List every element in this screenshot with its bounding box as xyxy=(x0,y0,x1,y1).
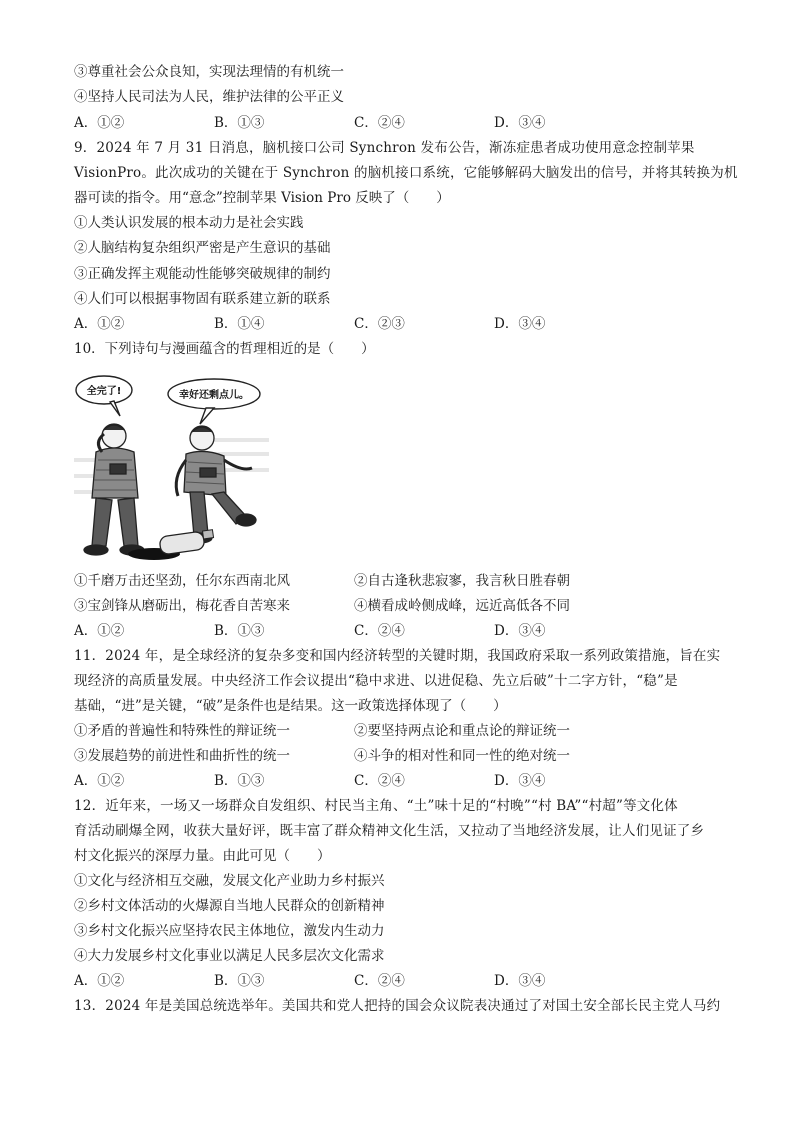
q8-option-b: B．①③ xyxy=(214,115,265,131)
q9-item-1: ①人类认识发展的根本动力是社会实践 xyxy=(74,215,304,231)
q9-option-b: B．①④ xyxy=(214,316,265,332)
left-speech-bubble xyxy=(76,376,132,416)
q10-item-2: ②自古逢秋悲寂寥，我言秋日胜春朝 xyxy=(354,573,570,589)
q12-item-1: ①文化与经济相互交融，发展文化产业助力乡村振兴 xyxy=(74,873,385,889)
q8-option-a: A．①② xyxy=(74,115,125,131)
q10-items-row-2 xyxy=(74,596,634,616)
q11-option-b: B．①③ xyxy=(214,773,265,789)
q10-items-row-1 xyxy=(74,571,634,591)
q11-stem-line-3: 基础，“进”是关键，“破”是条件也是结果。这一政策选择体现了（ ） xyxy=(74,698,507,714)
q11-option-a: A．①② xyxy=(74,773,125,789)
q9-options xyxy=(74,314,634,334)
q12-options xyxy=(74,971,634,991)
q10-item-1: ①千磨万击还坚劲，任尔东西南北风 xyxy=(74,573,290,589)
q11-item-1: ①矛盾的普遍性和特殊性的辩证统一 xyxy=(74,723,290,739)
q12-item-3: ③乡村文化振兴应坚持农民主体地位，激发内生动力 xyxy=(74,923,385,939)
q11-options xyxy=(74,771,634,791)
q10-stem: 10．下列诗句与漫画蕴含的哲理相近的是（ ） xyxy=(74,341,375,357)
q8-option-c: C．②④ xyxy=(354,115,405,131)
right-bubble-text: 幸好还剩点儿。 xyxy=(179,390,249,401)
despairing-man-figure xyxy=(84,424,144,555)
q13-stem-line-1: 13．2024 年是美国总统选举年。美国共和党人把持的国会众议院表决通过了对国土安全部长民主党人马约 xyxy=(74,998,721,1014)
q9-item-4: ④人们可以根据事物固有联系建立新的联系 xyxy=(74,291,331,307)
q10-item-3: ③宝剑锋从磨砺出，梅花香自苦寒来 xyxy=(74,598,290,614)
optimistic-man-figure xyxy=(176,426,256,543)
q12-item-2: ②乡村文体活动的火爆源自当地人民群众的创新精神 xyxy=(74,898,385,914)
q9-stem-line-3: 器可读的指令。用“意念”控制苹果 Vision Pro 反映了（ ） xyxy=(74,190,450,206)
q11-stem-line-2: 现经济的高质量发展。中央经济工作会议提出“稳中求进、以进促稳、先立后破”十二字方针，“稳”是 xyxy=(74,673,678,689)
q10-option-a: A．①② xyxy=(74,623,125,639)
q11-item-3: ③发展趋势的前进性和曲折性的统一 xyxy=(74,748,290,764)
q11-option-d: D．③④ xyxy=(494,773,546,789)
q8-item-4: ④坚持人民司法为人民，维护法律的公平正义 xyxy=(74,89,344,105)
q9-stem-line-1: 9．2024 年 7 月 31 日消息，脑机接口公司 Synchron 发布公告，渐冻症患者成功使用意念控制苹果 xyxy=(74,140,695,156)
q11-item-2: ②要坚持两点论和重点论的辩证统一 xyxy=(354,723,570,739)
q12-option-d: D．③④ xyxy=(494,973,546,989)
q9-option-a: A．①② xyxy=(74,316,125,332)
q9-item-2: ②人脑结构复杂组织严密是产生意识的基础 xyxy=(74,240,331,256)
q12-stem-line-3: 村文化振兴的深厚力量。由此可见（ ） xyxy=(74,848,331,864)
q12-option-c: C．②④ xyxy=(354,973,405,989)
q12-stem-line-1: 12．近年来，一场又一场群众自发组织、村民当主角、“土”味十足的“村晚”“村 BA”“村超”等文化体 xyxy=(74,798,678,814)
q9-item-3: ③正确发挥主观能动性能够突破规律的制约 xyxy=(74,266,331,282)
left-bubble-text: 全完了! xyxy=(86,386,122,397)
q11-stem-line-1: 11．2024 年，是全球经济的复杂多变和国内经济转型的关键时期，我国政府采取一系列政策措施，旨在实 xyxy=(74,648,721,664)
cartoon-image xyxy=(74,368,274,564)
spilled-bottle xyxy=(128,530,214,560)
q12-option-a: A．①② xyxy=(74,973,125,989)
q8-item-3: ③尊重社会公众良知，实现法理情的有机统一 xyxy=(74,64,344,80)
q11-option-c: C．②④ xyxy=(354,773,405,789)
q9-option-c: C．②③ xyxy=(354,316,405,332)
q10-option-b: B．①③ xyxy=(214,623,265,639)
q12-option-b: B．①③ xyxy=(214,973,265,989)
q11-items-row-1 xyxy=(74,721,634,741)
q11-item-4: ④斗争的相对性和同一性的绝对统一 xyxy=(354,748,570,764)
q8-options xyxy=(74,113,634,133)
q10-item-4: ④横看成岭侧成峰，远近高低各不同 xyxy=(354,598,570,614)
q9-stem-line-2: VisionPro。此次成功的关键在于 Synchron 的脑机接口系统，它能够解码大脑发出的信号，并将其转换为机 xyxy=(74,165,738,181)
q10-options xyxy=(74,621,634,641)
q10-option-d: D．③④ xyxy=(494,623,546,639)
q8-option-d: D．③④ xyxy=(494,115,546,131)
q12-item-4: ④大力发展乡村文化事业以满足人民多层次文化需求 xyxy=(74,948,385,964)
q12-stem-line-2: 育活动刷爆全网，收获大量好评，既丰富了群众精神文化生活，又拉动了当地经济发展，让人们见证了乡 xyxy=(74,823,705,839)
q9-option-d: D．③④ xyxy=(494,316,546,332)
q10-option-c: C．②④ xyxy=(354,623,405,639)
right-speech-bubble xyxy=(168,379,260,424)
q11-items-row-2 xyxy=(74,746,634,766)
